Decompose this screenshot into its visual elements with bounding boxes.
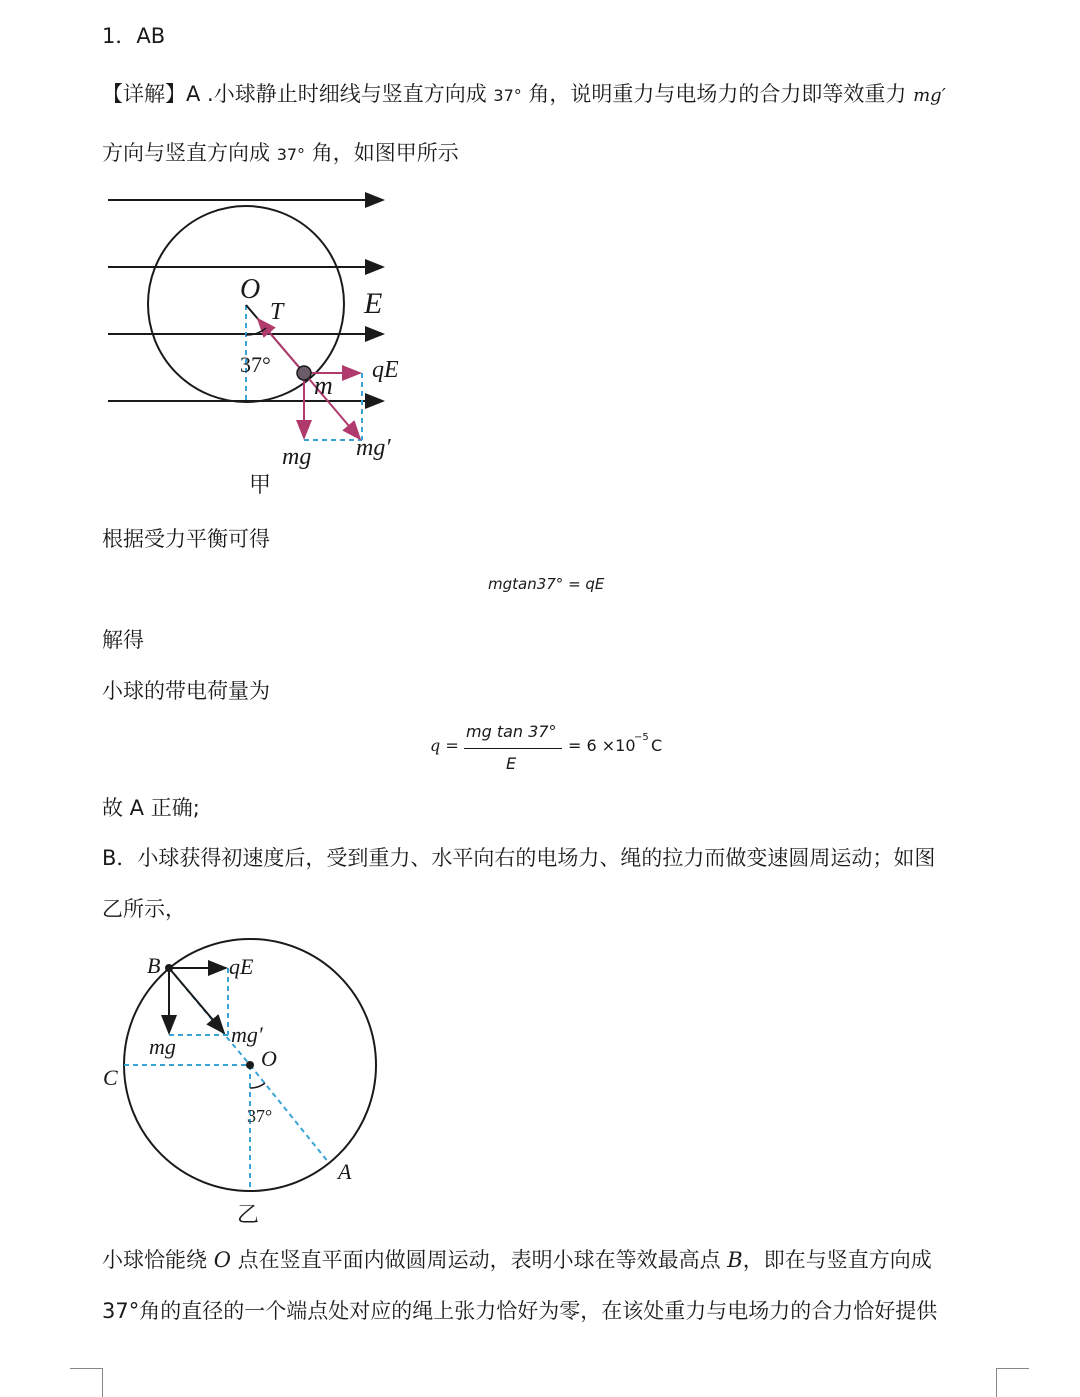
a-correct-text: 故 A 正确;	[102, 796, 200, 820]
symbol-O: O	[213, 1248, 231, 1272]
b-text-line-1: B．小球获得初速度后，受到重力、水平向右的电场力、绳的拉力而做变速圆周运动；如图	[102, 846, 936, 870]
label-mg: mg	[282, 444, 312, 470]
final-line-1	[102, 1244, 932, 1274]
detail-text-2b: 角，如图甲所示	[305, 141, 459, 165]
symbol-B: B	[727, 1248, 743, 1272]
question-number: 1．AB	[102, 24, 166, 48]
final-text-1a: 小球恰能绕	[102, 1248, 214, 1272]
mg-prime-symbol: mg′	[913, 85, 946, 106]
b-text-line-2: 乙所示，	[102, 897, 186, 921]
detail-text-2a: 方向与竖直方向成	[102, 141, 277, 165]
label-B: B	[147, 953, 161, 978]
detail-text-1a: A .小球静止时细线与竖直方向成	[186, 82, 494, 106]
label-angle-2: 37°	[247, 1106, 273, 1126]
angle-arc-2	[250, 1083, 265, 1088]
label-T: T	[270, 299, 284, 325]
detail-line-2	[102, 137, 459, 167]
label-mg-2: mg	[149, 1034, 176, 1059]
equation-2	[430, 718, 680, 778]
detail-line-1	[102, 78, 946, 108]
eq2-exponent: −5	[634, 732, 649, 743]
label-mg-prime: mg′	[356, 435, 391, 461]
eq2-lhs: q =	[430, 736, 459, 755]
balance-text: 根据受力平衡可得	[102, 527, 270, 551]
figure-caption-yi: 乙	[237, 1203, 260, 1228]
angle-37-text-2: 37°	[276, 145, 306, 164]
crop-mark-left	[70, 1368, 103, 1397]
label-angle: 37°	[240, 352, 271, 377]
detail-tag: 【详解】	[102, 82, 186, 106]
ball	[297, 366, 311, 380]
equation-1: mgtan37° = qE	[488, 575, 605, 593]
label-qE: qE	[372, 357, 399, 383]
figure-jia	[100, 185, 410, 505]
figure-yi	[95, 935, 395, 1235]
eq2-numerator: mg tan 37°	[466, 722, 557, 741]
angle-37-text: 37°	[493, 86, 522, 105]
final-line-2: 37°角的直径的一个端点处对应的绳上张力恰好为零，在该处重力与电场力的合力恰好提供	[102, 1299, 938, 1323]
eq2-unit: C	[651, 736, 663, 755]
mg-prime-arrow-2	[169, 968, 224, 1033]
final-text-1c: ，即在与竖直方向成	[742, 1248, 932, 1272]
figure-caption-jia: 甲	[249, 473, 272, 498]
label-mg-prime-2: mg′	[231, 1022, 263, 1047]
point-O	[246, 1061, 254, 1069]
label-qE-2: qE	[229, 954, 254, 979]
label-C: C	[103, 1065, 118, 1090]
solve-text: 解得	[102, 628, 144, 652]
crop-mark-right	[996, 1368, 1029, 1397]
detail-text-1b: 角，说明重力与电场力的合力即等效重力	[521, 82, 914, 106]
eq2-fraction-bar	[464, 748, 562, 749]
label-O: O	[240, 274, 261, 305]
eq2-rhs: = 6 ×10	[568, 736, 636, 755]
label-m: m	[314, 371, 333, 400]
point-B	[165, 964, 173, 972]
label-O-2: O	[261, 1046, 277, 1071]
final-text-1b: 点在竖直平面内做圆周运动，表明小球在等效最高点	[230, 1248, 728, 1272]
label-E: E	[364, 287, 383, 320]
eq2-denominator: E	[506, 754, 517, 773]
charge-text: 小球的带电荷量为	[102, 679, 270, 703]
label-A: A	[338, 1159, 352, 1184]
